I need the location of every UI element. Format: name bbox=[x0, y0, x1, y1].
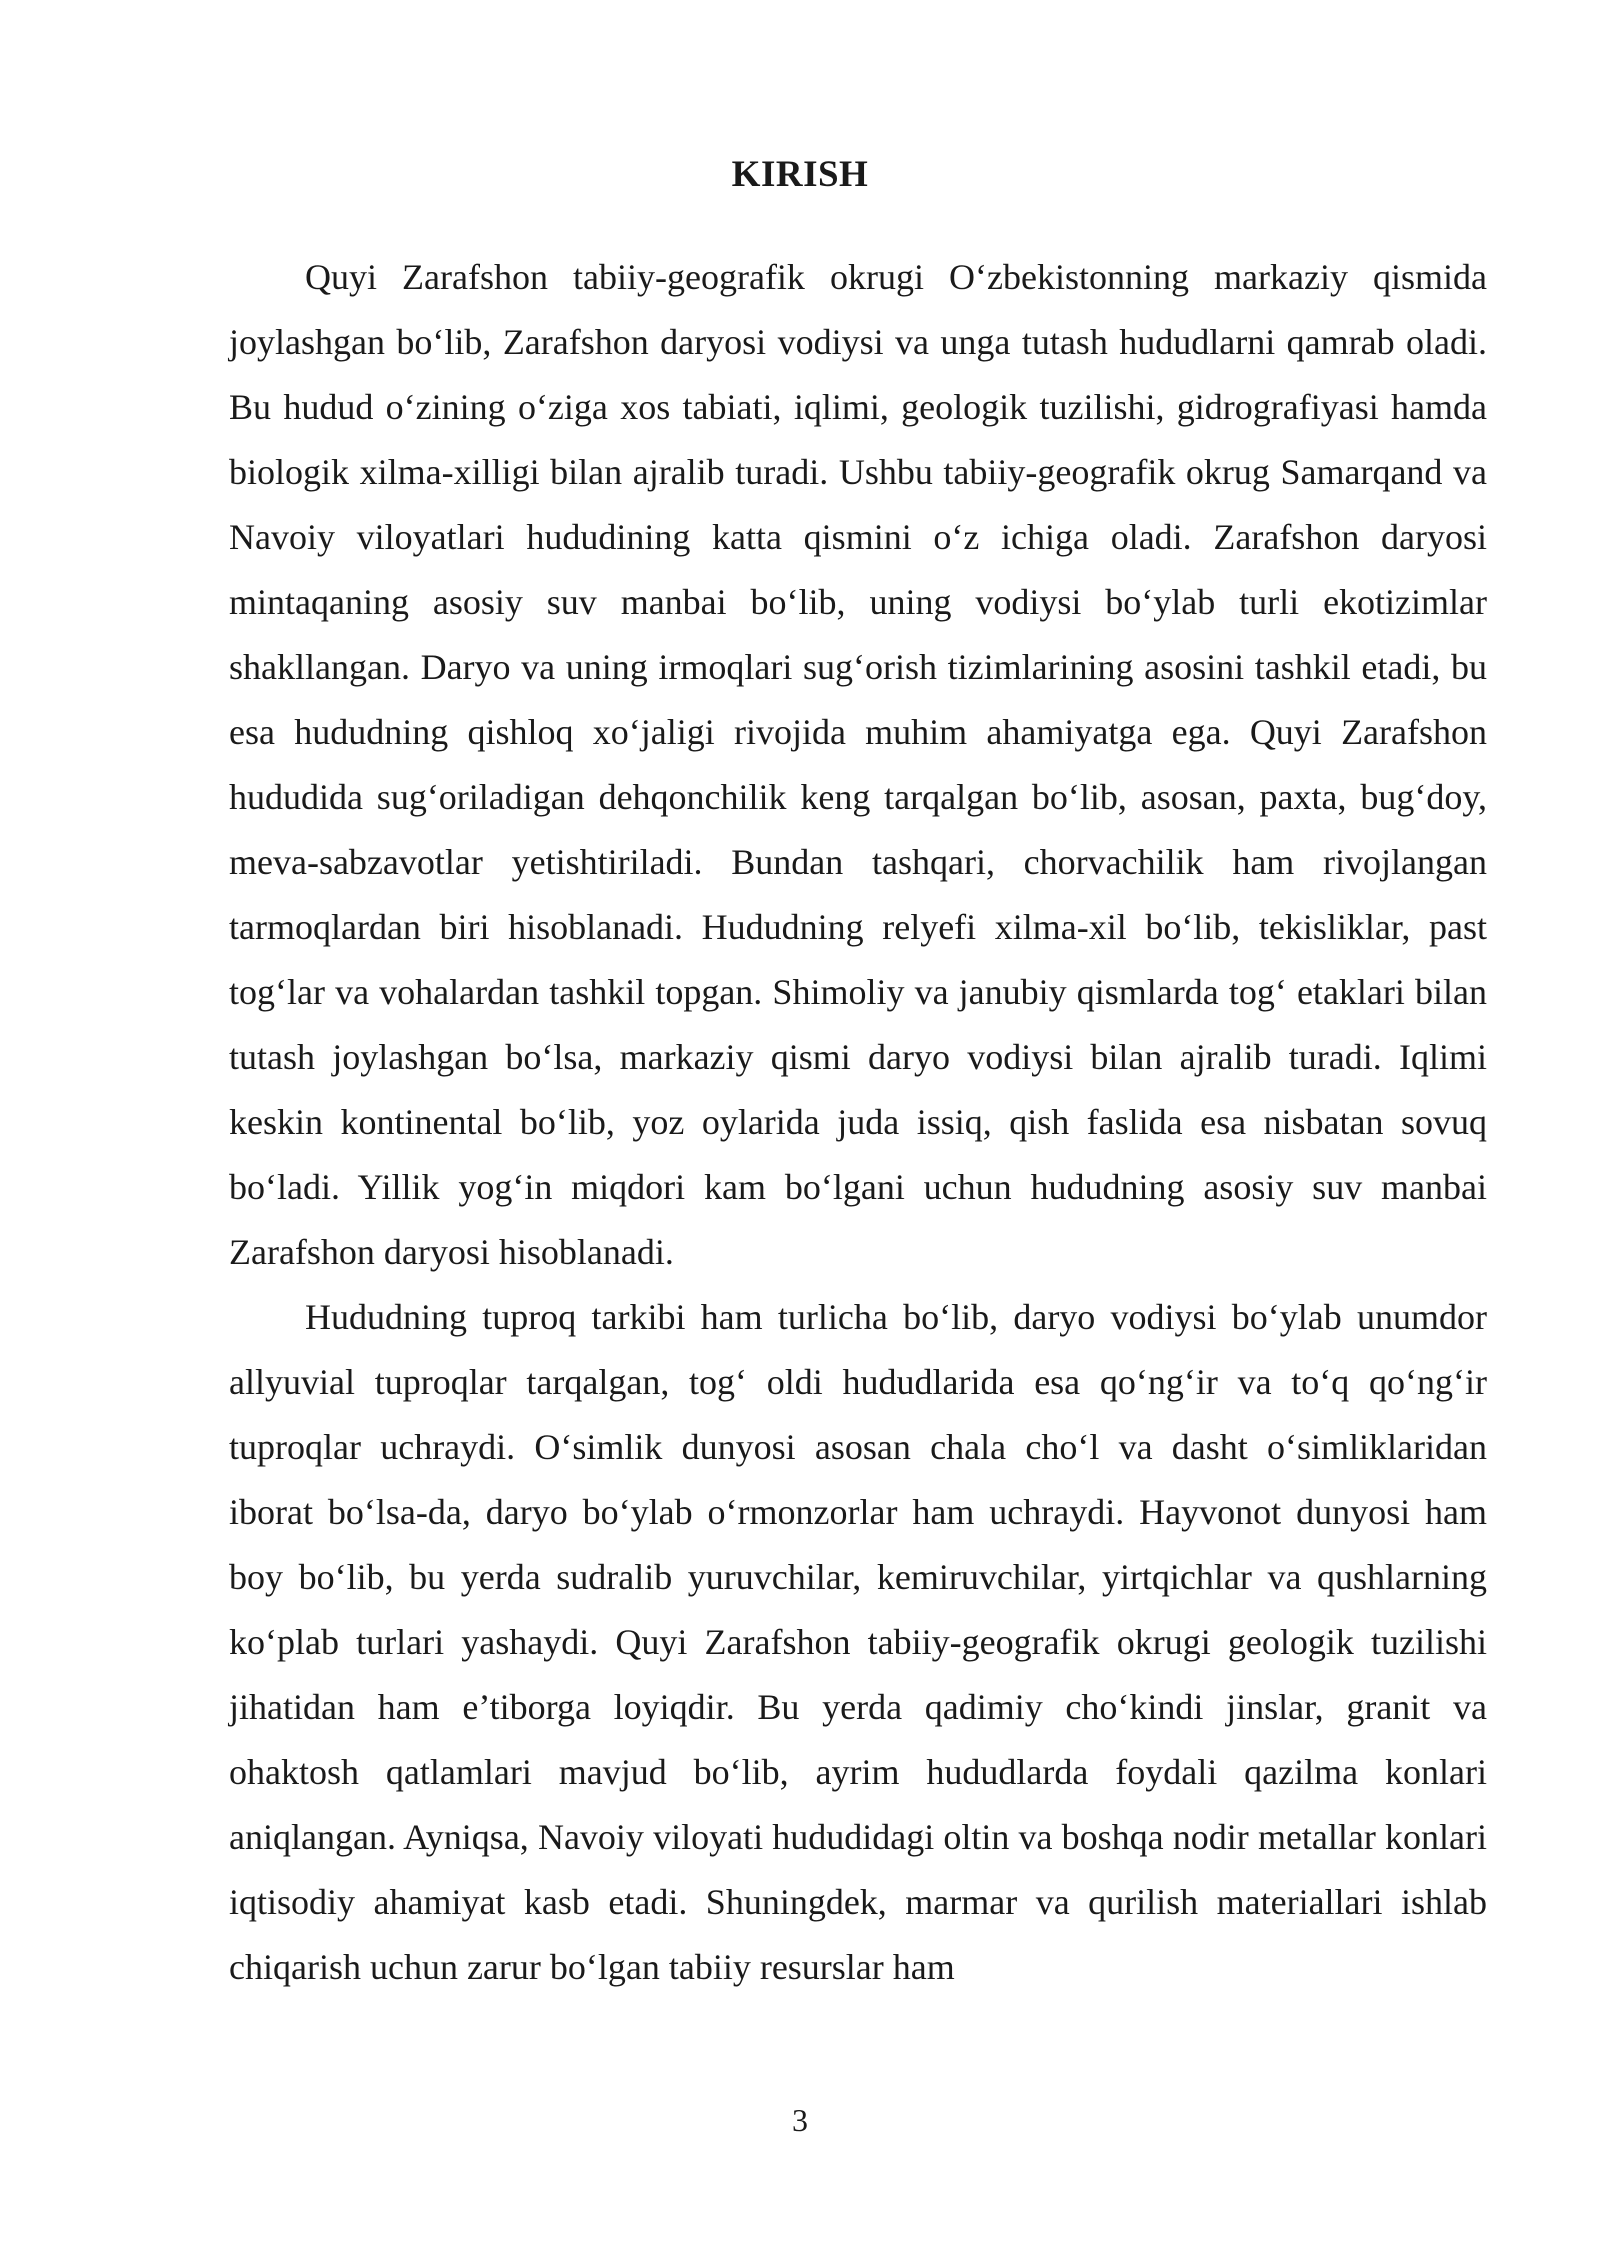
paragraph-1: Quyi Zarafshon tabiiy-geografik okrugi O‘zbekistonning markaziy qismida joylashgan bo‘lib, Zarafshon daryosi vodiysi va unga tutash hududlarni qamrab oladi. Bu hudud o‘zining o‘ziga xos tabiati, iqlimi, geologik tuzilishi, gidrografiyasi hamda biologik xilma-xilligi bilan ajralib turadi. Ushbu tabiiy-geografik okrug Samarqand va Navoiy viloyatlari hududining katta qismini o‘z ichiga oladi. Zarafshon daryosi mintaqaning asosiy suv manbai bo‘lib, uning vodiysi bo‘ylab turli ekotizimlar shakllangan. Daryo va uning irmoqlari sug‘orish tizimlarining asosini tashkil etadi, bu esa hududning qishloq xo‘jaligi rivojida muhim ahamiyatga ega. Quyi Zarafshon hududida sug‘oriladigan dehqonchilik keng tarqalgan bo‘lib, asosan, paxta, bug‘doy, meva-sabzavotlar yetishtiriladi. Bundan tashqari, chorvachilik ham rivojlangan tarmoqlardan biri hisoblanadi. Hududning relyefi xilma-xil bo‘lib, tekisliklar, past tog‘lar va vohalardan tashkil topgan. Shimoliy va janubiy qismlarda tog‘ etaklari bilan tutash joylashgan bo‘lsa, markaziy qismi daryo vodiysi bilan ajralib turadi. Iqlimi keskin kontinental bo‘lib, yoz oylarida juda issiq, qish faslida esa nisbatan sovuq bo‘ladi. Yillik yog‘in miqdori kam bo‘lgani uchun hududning asosiy suv manbai Zarafshon daryosi hisoblanadi. bbox=[229, 257, 1487, 1272]
page-number: 3 bbox=[792, 2102, 808, 2138]
paragraph-2: Hududning tuproq tarkibi ham turlicha bo‘lib, daryo vodiysi bo‘ylab unumdor allyuvial tuproqlar tarqalgan, tog‘ oldi hududlarida esa qo‘ng‘ir va to‘q qo‘ng‘ir tuproqlar uchraydi. O‘simlik dunyosi asosan chala cho‘l va dasht o‘simliklaridan iborat bo‘lsa-da, daryo bo‘ylab o‘rmonzorlar ham uchraydi. Hayvonot dunyosi ham boy bo‘lib, bu yerda sudralib yuruvchilar, kemiruvchilar, yirtqichlar va qushlarning ko‘plab turlari yashaydi. Quyi Zarafshon tabiiy-geografik okrugi geologik tuzilishi jihatidan ham e’tiborga loyiqdir. Bu yerda qadimiy cho‘kindi jinslar, granit va ohaktosh qatlamlari mavjud bo‘lib, ayrim hududlarda foydali qazilma konlari aniqlangan. Ayniqsa, Navoiy viloyati hududidagi oltin va boshqa nodir metallar konlari iqtisodiy ahamiyat kasb etadi. Shuningdek, marmar va qurilish materiallari ishlab chiqarish uchun zarur bo‘lgan tabiiy resurslar ham bbox=[229, 1297, 1487, 1987]
page-title: KIRISH bbox=[731, 154, 869, 195]
body-text bbox=[229, 245, 1487, 2000]
